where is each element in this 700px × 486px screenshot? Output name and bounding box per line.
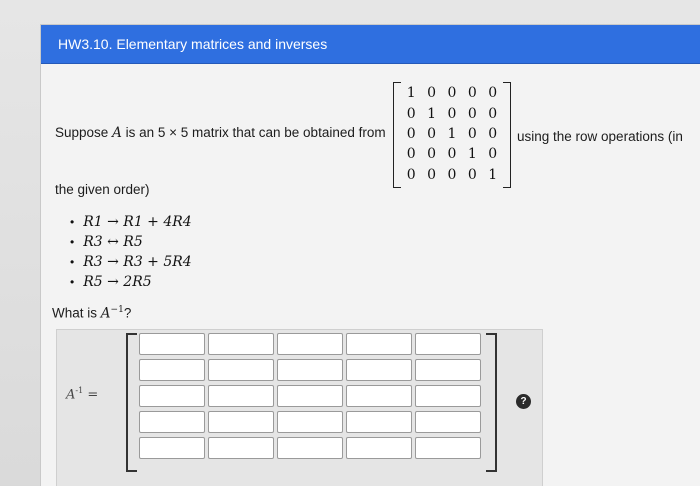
answer-cell-r1-c1[interactable] <box>139 333 205 355</box>
answer-cell-r2-c2[interactable] <box>208 359 274 381</box>
answer-cell-r4-c4[interactable] <box>346 411 412 433</box>
bullet-icon: • <box>70 235 75 249</box>
question-prefix: What is <box>52 305 98 321</box>
bullet-icon: • <box>70 255 75 269</box>
answer-cell-r2-c5[interactable] <box>415 359 481 381</box>
identity-entry: 0 <box>427 125 437 142</box>
identity-matrix-grid <box>401 83 503 185</box>
question-header <box>41 25 700 64</box>
matrix-var-a: A <box>112 125 122 141</box>
left-bracket <box>393 82 401 188</box>
answer-cell-r3-c2[interactable] <box>208 385 274 407</box>
identity-entry: 1 <box>467 146 477 163</box>
identity-entry: 0 <box>447 85 457 102</box>
identity-entry: 0 <box>447 105 457 122</box>
row-operation-text: R3 ↔ R5 <box>83 234 143 250</box>
answer-label-eq: = <box>87 387 99 403</box>
identity-entry: 0 <box>488 146 498 163</box>
answer-cell-r1-c2[interactable] <box>208 333 274 355</box>
answer-matrix-grid <box>139 333 481 459</box>
identity-entry: 0 <box>467 85 477 102</box>
answer-cell-r1-c5[interactable] <box>415 333 481 355</box>
answer-label <box>66 386 98 402</box>
identity-entry: 0 <box>406 105 416 122</box>
answer-cell-r1-c3[interactable] <box>277 333 343 355</box>
problem-statement-continuation: the given order) <box>55 182 150 197</box>
answer-cell-r3-c1[interactable] <box>139 385 205 407</box>
row-operation-item <box>70 232 192 252</box>
identity-entry: 0 <box>406 125 416 142</box>
answer-cell-r3-c4[interactable] <box>346 385 412 407</box>
question-suffix: ? <box>123 305 132 321</box>
text-matrix-desc: is an 5 × 5 matrix that can be obtained from <box>125 125 386 140</box>
identity-entry: 1 <box>427 105 437 122</box>
row-operation-text: R5 → 2R5 <box>83 274 152 290</box>
answer-cell-r5-c5[interactable] <box>415 437 481 459</box>
answer-cell-r5-c1[interactable] <box>139 437 205 459</box>
identity-entry: 1 <box>447 125 457 142</box>
identity-entry: 0 <box>406 146 416 163</box>
answer-cell-r4-c2[interactable] <box>208 411 274 433</box>
text-suppose: Suppose <box>55 125 109 140</box>
answer-cell-r4-c1[interactable] <box>139 411 205 433</box>
problem-statement-tail: using the row operations (in <box>517 129 683 144</box>
identity-entry: 0 <box>488 85 498 102</box>
row-operations-list <box>70 212 192 292</box>
identity-entry: 0 <box>447 146 457 163</box>
problem-statement <box>55 125 386 141</box>
answer-label-exp: -1 <box>75 386 84 395</box>
answer-cell-r3-c3[interactable] <box>277 385 343 407</box>
bullet-icon: • <box>70 215 75 229</box>
answer-cell-r5-c4[interactable] <box>346 437 412 459</box>
question-exp: −1 <box>110 305 124 315</box>
question-text <box>52 305 131 322</box>
row-operation-item <box>70 252 192 272</box>
answer-cell-r4-c3[interactable] <box>277 411 343 433</box>
right-bracket <box>503 82 511 188</box>
answer-cell-r2-c1[interactable] <box>139 359 205 381</box>
answer-left-bracket <box>126 333 137 472</box>
identity-entry: 0 <box>427 146 437 163</box>
answer-cell-r3-c5[interactable] <box>415 385 481 407</box>
bullet-icon: • <box>70 275 75 289</box>
row-operation-item <box>70 272 192 292</box>
answer-cell-r1-c4[interactable] <box>346 333 412 355</box>
answer-cell-r5-c3[interactable] <box>277 437 343 459</box>
identity-entry: 0 <box>488 125 498 142</box>
answer-right-bracket <box>486 333 497 472</box>
answer-cell-r2-c4[interactable] <box>346 359 412 381</box>
identity-entry: 0 <box>447 166 457 183</box>
identity-entry: 0 <box>467 105 477 122</box>
question-var: A <box>100 305 111 322</box>
identity-entry: 0 <box>467 125 477 142</box>
identity-entry: 1 <box>406 85 416 102</box>
identity-matrix <box>393 82 511 186</box>
row-operation-text: R1 → R1 + 4R4 <box>83 214 192 230</box>
answer-cell-r5-c2[interactable] <box>208 437 274 459</box>
question-title: HW3.10. Elementary matrices and inverses <box>58 36 328 52</box>
identity-entry: 0 <box>467 166 477 183</box>
answer-cell-r2-c3[interactable] <box>277 359 343 381</box>
identity-entry: 1 <box>488 166 498 183</box>
answer-cell-r4-c5[interactable] <box>415 411 481 433</box>
row-operation-text: R3 → R3 + 5R4 <box>83 254 192 270</box>
answer-label-var: A <box>66 387 76 403</box>
identity-entry: 0 <box>427 166 437 183</box>
identity-entry: 0 <box>427 85 437 102</box>
identity-entry: 0 <box>406 166 416 183</box>
row-operation-item <box>70 212 192 232</box>
help-icon[interactable]: ? <box>516 394 531 409</box>
identity-entry: 0 <box>488 105 498 122</box>
